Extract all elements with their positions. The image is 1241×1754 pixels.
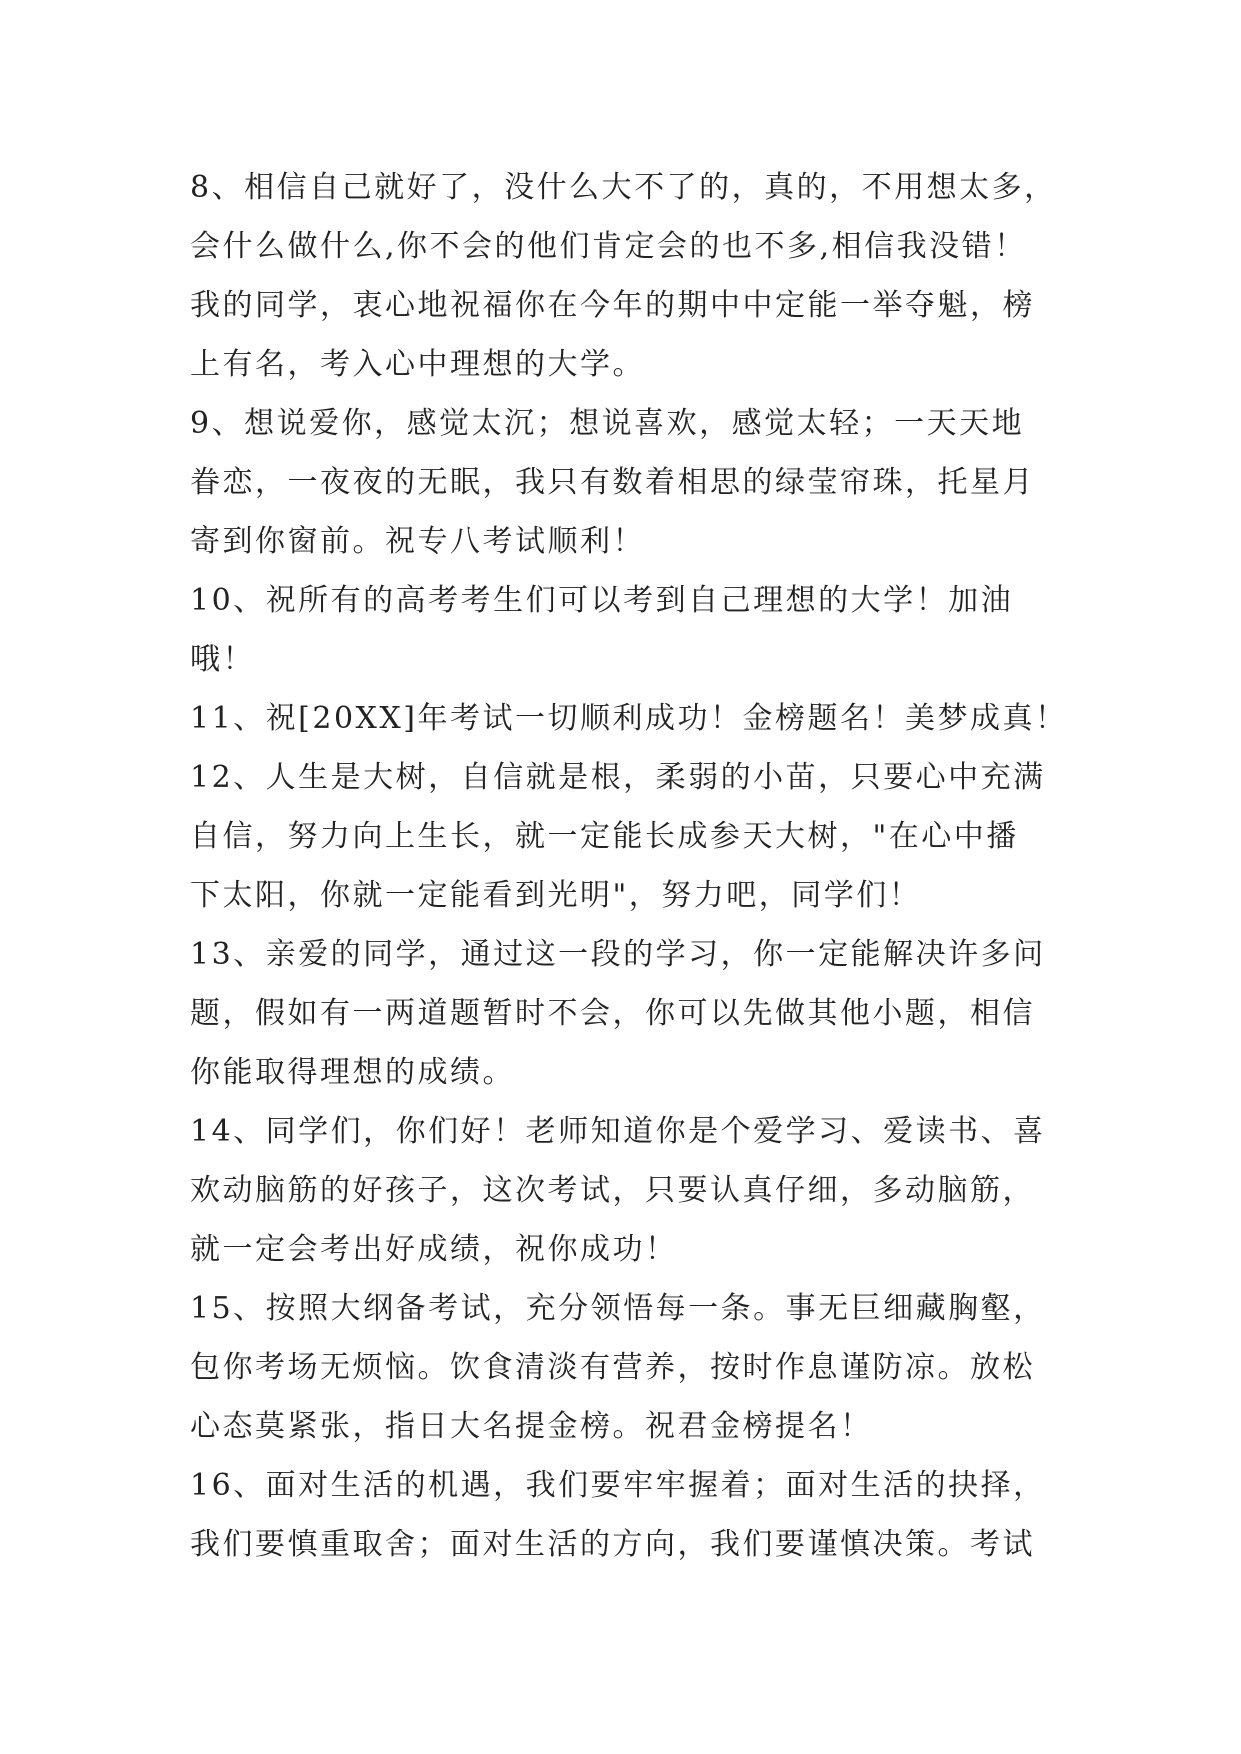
document-body <box>190 158 1090 1574</box>
text-line: 寄到你窗前。祝专八考试顺利！ <box>190 524 645 559</box>
text-line: 我的同学，衷心地祝福你在今年的期中中定能一举夺魁，榜 <box>190 288 1035 323</box>
text-line: 下太阳，你就一定能看到光明"，努力吧，同学们！ <box>190 878 922 913</box>
text-line: 哦！ <box>190 642 255 677</box>
text-line: 9、想说爱你，感觉太沉；想说喜欢，感觉太轻；一天天地 <box>190 406 1025 441</box>
text-line: 题，假如有一两道题暂时不会，你可以先做其他小题，相信 <box>190 996 1035 1031</box>
text-line: 会什么做什么,你不会的他们肯定会的也不多,相信我没错！ <box>190 229 1027 264</box>
text-line: 15、按照大纲备考试，充分领悟每一条。事无巨细藏胸壑， <box>190 1291 1046 1326</box>
text-line: 你能取得理想的成绩。 <box>190 1055 515 1090</box>
text-line: 上有名，考入心中理想的大学。 <box>190 347 645 382</box>
text-line: 包你考场无烦恼。饮食清淡有营养，按时作息谨防凉。放松 <box>190 1350 1035 1385</box>
text-line: 自信，努力向上生长，就一定能长成参天大树，"在心中播 <box>190 819 1019 854</box>
text-line: 14、同学们，你们好！老师知道你是个爱学习、爱读书、喜 <box>190 1114 1046 1149</box>
text-line: 就一定会考出好成绩，祝你成功！ <box>190 1232 678 1267</box>
text-line: 我们要慎重取舍；面对生活的方向，我们要谨慎决策。考试 <box>190 1527 1035 1562</box>
text-line: 眷恋，一夜夜的无眠，我只有数着相思的绿莹帘珠，托星月 <box>190 465 1035 500</box>
text-line: 欢动脑筋的好孩子，这次考试，只要认真仔细，多动脑筋， <box>190 1173 1035 1208</box>
text-line: 12、人生是大树，自信就是根，柔弱的小苗，只要心中充满 <box>190 760 1046 795</box>
text-line: 16、面对生活的机遇，我们要牢牢握着；面对生活的抉择， <box>190 1468 1046 1503</box>
text-line: 8、相信自己就好了，没什么大不了的，真的，不用想太多， <box>190 170 1057 205</box>
text-line: 10、祝所有的高考考生们可以考到自己理想的大学！加油 <box>190 583 1014 618</box>
text-line: 11、祝[20XX]年考试一切顺利成功！金榜题名！美梦成真！ <box>190 701 1068 736</box>
text-line: 13、亲爱的同学，通过这一段的学习，你一定能解决许多问 <box>190 937 1046 972</box>
text-line: 心态莫紧张，指日大名提金榜。祝君金榜提名！ <box>190 1409 873 1444</box>
